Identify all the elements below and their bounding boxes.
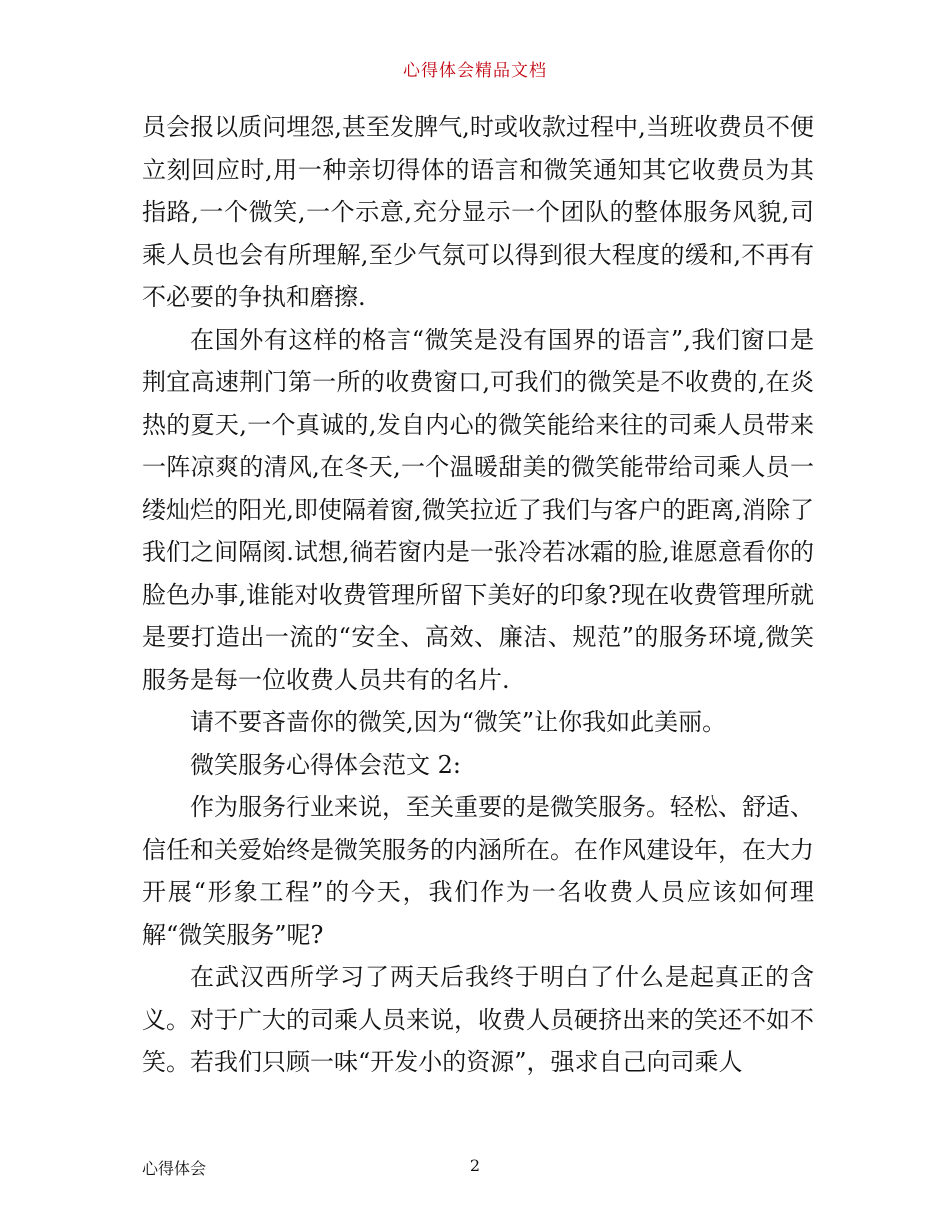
paragraph-5: 作为服务行业来说，至关重要的是微笑服务。轻松、舒适、信任和关爱始终是微笑服务的内涵所在。在作风建设年，在大力开展“形象工程”的今天，我们作为一名收费人员应该如何理解“微笑服务”呢?: [142, 793, 814, 949]
page-number: 2: [469, 1156, 481, 1175]
paragraph-4-heading: 微笑服务心得体会范文 2:: [190, 750, 461, 779]
paragraph-2: 在国外有这样的格言“微笑是没有国界的语言”,我们窗口是荆宜高速荆门第一所的收费窗口,可我们的微笑是不收费的,在炎热的夏天,一个真诚的,发自内心的微笑能给来往的司乘人员带来一阵凉爽的清风,在冬天,一个温暖甜美的微笑能带给司乘人员一缕灿烂的阳光,即使隔着窗,微笑拉近了我们与客户的距离,消除了我们之间隔阂.试想,徜若窗内是一张冷若冰霜的脸,谁愿意看你的脸色办事,谁能对收费管理所留下美好的印象?现在收费管理所就是要打造出一流的“安全、高效、廉洁、规范”的服务环境,微笑服务是每一位收费人员共有的名片.: [142, 325, 814, 694]
document-body: [142, 106, 814, 1084]
paragraph-6: 在武汉西所学习了两天后我终于明白了什么是起真正的含义。对于广大的司乘人员来说，收费人员硬挤出来的笑还不如不笑。若我们只顾一味“开发小的资源”，强求自己向司乘人: [142, 963, 814, 1076]
paragraph-3: 请不要吝啬你的微笑,因为“微笑”让你我如此美丽。: [190, 708, 727, 736]
footer-label: 心得体会: [142, 1159, 207, 1178]
paragraph-1: 员会报以质问埋怨,甚至发脾气,时或收款过程中,当班收费员不便立刻回应时,用一种亲切得体的语言和微笑通知其它收费员为其指路,一个微笑,一个示意,充分显示一个团队的整体服务风貌,司乘人员也会有所理解,至少气氛可以得到很大程度的缓和,不再有不必要的争执和磨擦.: [142, 113, 814, 311]
page-header-title: 心得体会精品文档: [403, 61, 547, 81]
